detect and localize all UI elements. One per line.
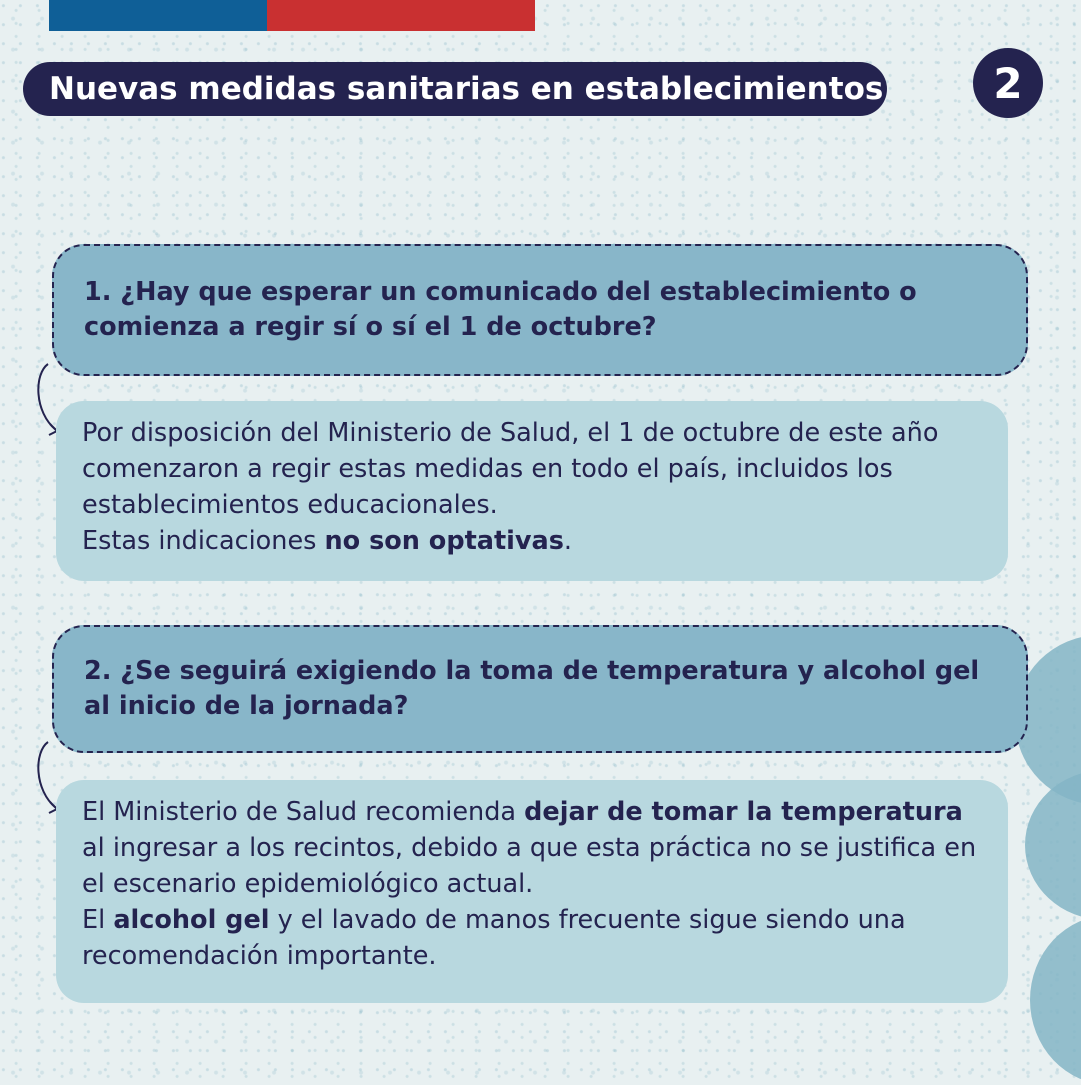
answer-text: Estas indicaciones — [82, 526, 325, 556]
page-number-badge — [973, 48, 1043, 118]
faq-answer-1 — [56, 401, 1008, 581]
answer-text: al ingresar a los recintos, debido a que esta práctica no se justifica en el escenario epidemiológico actual. — [82, 833, 977, 899]
decorative-blob — [1025, 770, 1081, 920]
answer-text: . — [563, 526, 573, 556]
decorative-blob — [1030, 915, 1081, 1085]
faq-answer-2-paragraph — [82, 794, 982, 902]
answer-emphasis: no son optativas — [324, 526, 564, 556]
answer-emphasis: alcohol gel — [113, 905, 270, 935]
faq-question-2-text: 2. ¿Se seguirá exigiendo la toma de temperatura y alcohol gel al inicio de la jornada? — [84, 656, 980, 721]
faq-answer-2-note — [82, 902, 982, 974]
flag-stripe-blue — [49, 0, 267, 31]
flag-stripe-red — [267, 0, 535, 31]
faq-answer-1-paragraph: Por disposición del Ministerio de Salud, el 1 de octubre de este año comenzaron a regir estas medidas en todo el país, incluidos los establecimientos educacionales. — [82, 418, 939, 520]
answer-text: y el lavado de manos frecuente sigue siendo una recomendación importante. — [82, 905, 906, 971]
page-title — [23, 62, 887, 116]
faq-answer-1-note — [82, 523, 982, 559]
faq-question-1-text: 1. ¿Hay que esperar un comunicado del establecimiento o comienza a regir sí o sí el 1 de octubre? — [84, 277, 917, 342]
faq-answer-2 — [56, 780, 1008, 1003]
answer-text: El — [82, 905, 114, 935]
answer-text: El Ministerio de Salud recomienda — [82, 797, 525, 827]
answer-emphasis: dejar de tomar la temperatura — [524, 797, 963, 827]
faq-question-2 — [52, 625, 1028, 753]
page-number-text: 2 — [993, 58, 1023, 108]
page-title-text: Nuevas medidas sanitarias en establecimientos — [49, 71, 884, 107]
faq-question-1 — [52, 244, 1028, 376]
